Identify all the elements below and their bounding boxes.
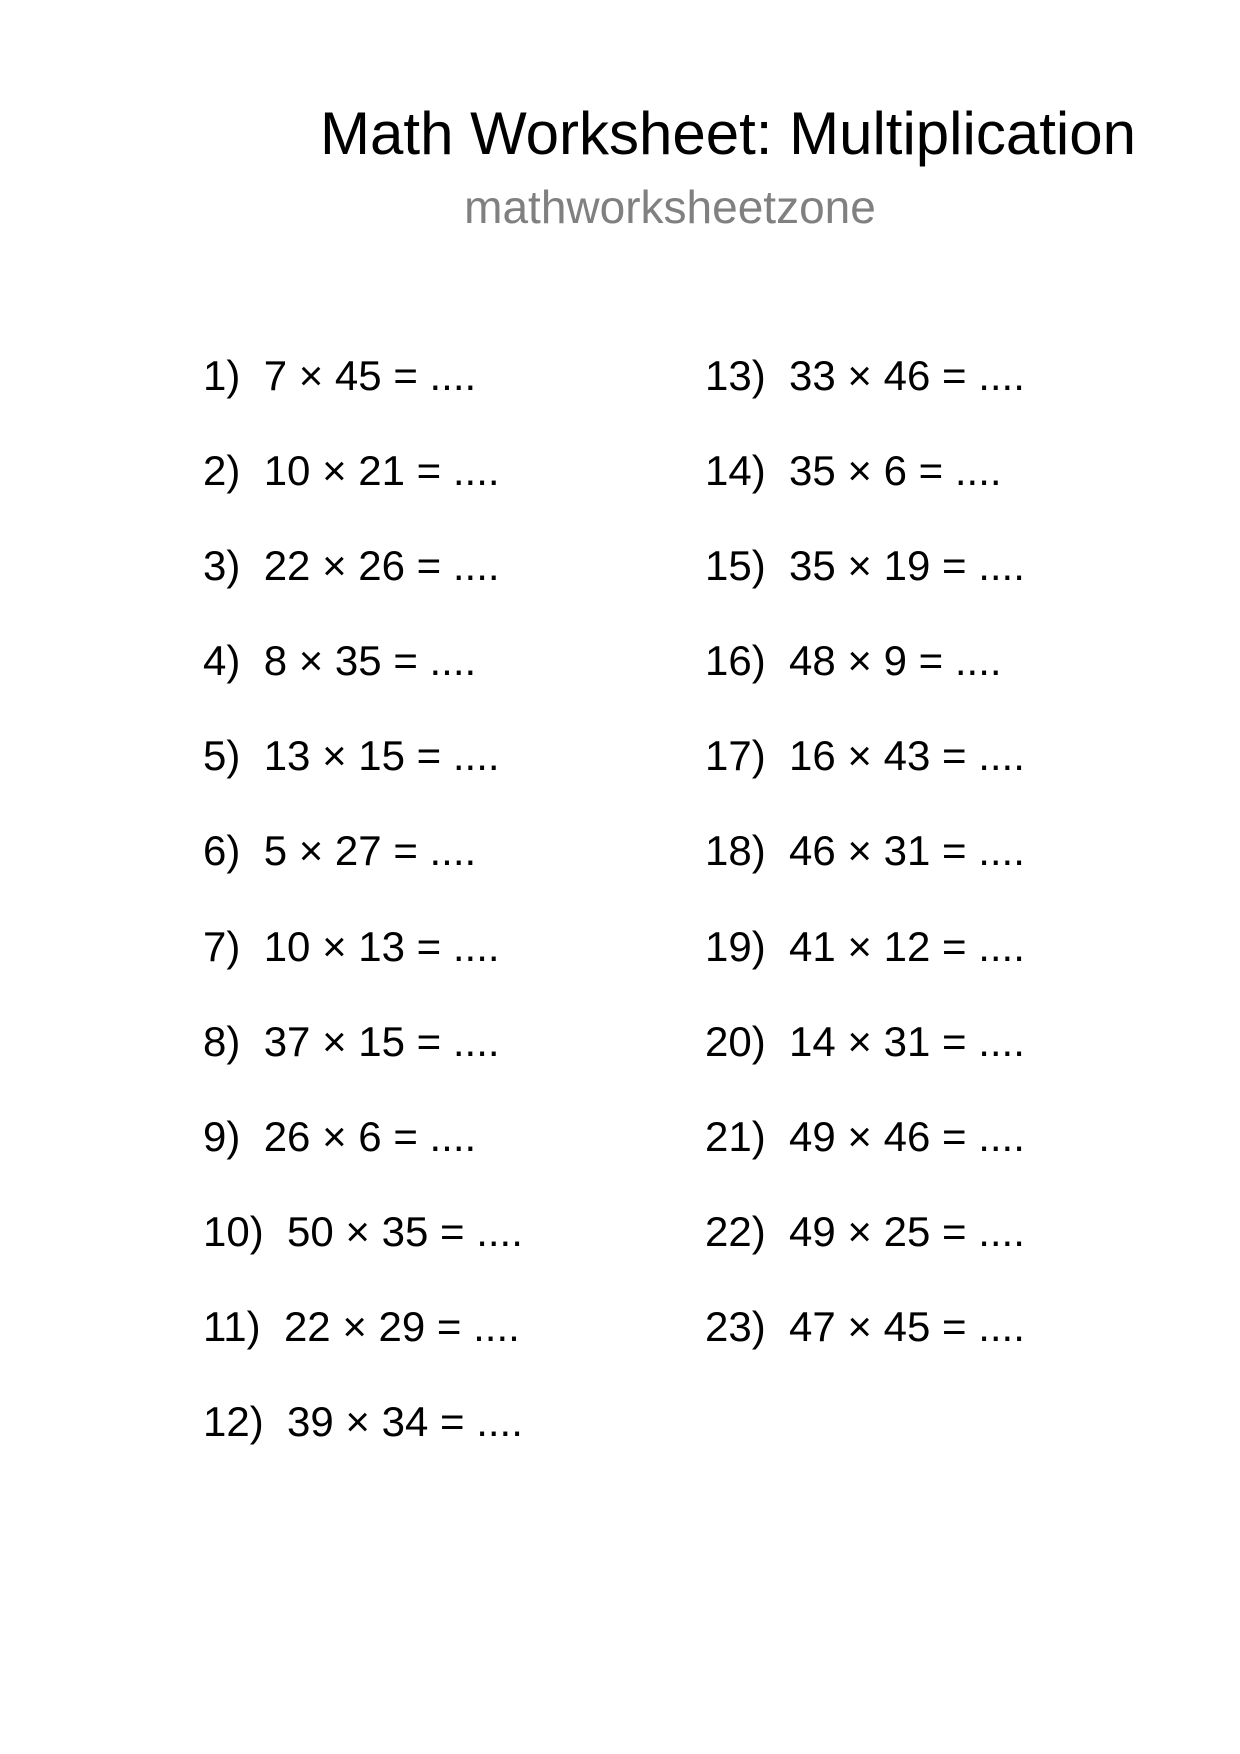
- problem-expression: 7 × 45 = ....: [263, 352, 477, 399]
- problem-item: [203, 921, 523, 1016]
- problem-number: 5): [203, 732, 241, 780]
- problem-item: [705, 1301, 1025, 1396]
- problem-item: [705, 445, 1025, 540]
- problem-number: 16): [705, 637, 766, 685]
- problem-number: 9): [203, 1112, 241, 1160]
- problem-item: [705, 1016, 1025, 1111]
- problem-number: 22): [705, 1207, 766, 1255]
- problem-expression: 14 × 31 = ....: [789, 1017, 1025, 1065]
- problem-expression: 47 × 45 = ....: [789, 1302, 1025, 1350]
- problem-number: 17): [705, 732, 766, 780]
- problem-number: 18): [705, 827, 766, 875]
- problem-item: [705, 350, 1025, 445]
- problem-item: [203, 445, 523, 540]
- problem-item: [705, 825, 1025, 920]
- problem-expression: 49 × 46 = ....: [789, 1112, 1025, 1160]
- problem-item: [203, 825, 523, 920]
- problem-item: [203, 635, 523, 730]
- worksheet-source: mathworksheetzone: [464, 181, 876, 233]
- problem-number: 20): [705, 1017, 766, 1065]
- problem-expression: 37 × 15 = ....: [263, 1017, 500, 1065]
- problem-expression: 16 × 43 = ....: [789, 732, 1025, 780]
- problem-expression: 33 × 46 = ....: [789, 352, 1025, 399]
- problem-number: 7): [203, 922, 241, 970]
- problem-number: 4): [203, 637, 241, 685]
- problem-expression: 13 × 15 = ....: [263, 732, 500, 780]
- problem-expression: 46 × 31 = ....: [789, 827, 1025, 875]
- problems-column-left: [203, 350, 523, 1491]
- problem-item: [203, 1206, 523, 1301]
- problem-item: [203, 1016, 523, 1111]
- problem-expression: 39 × 34 = ....: [287, 1398, 523, 1446]
- problem-expression: 5 × 27 = ....: [263, 827, 477, 875]
- problem-number: 19): [705, 922, 766, 970]
- problem-item: [705, 1206, 1025, 1301]
- problem-number: 13): [705, 352, 766, 399]
- problem-item: [705, 921, 1025, 1016]
- problem-number: 14): [705, 447, 766, 495]
- worksheet-title: Math Worksheet: Multiplication: [320, 100, 1136, 167]
- problem-expression: 41 × 12 = ....: [789, 922, 1025, 970]
- problem-expression: 8 × 35 = ....: [263, 637, 477, 685]
- problem-number: 15): [705, 542, 766, 590]
- problem-expression: 35 × 19 = ....: [789, 542, 1025, 590]
- problem-number: 11): [203, 1302, 261, 1350]
- problem-expression: 49 × 25 = ....: [789, 1207, 1025, 1255]
- problem-number: 1): [203, 352, 241, 399]
- problem-expression: 26 × 6 = ....: [263, 1112, 477, 1160]
- problem-expression: 35 × 6 = ....: [789, 447, 1002, 495]
- problem-expression: 10 × 21 = ....: [263, 447, 500, 495]
- problem-item: [203, 1111, 523, 1206]
- problem-number: 3): [203, 542, 241, 590]
- problem-number: 2): [203, 447, 241, 495]
- problem-item: [203, 540, 523, 635]
- problem-item: [203, 1396, 523, 1491]
- problem-number: 21): [705, 1112, 766, 1160]
- problem-expression: 10 × 13 = ....: [263, 922, 500, 970]
- problem-item: [705, 730, 1025, 825]
- problem-item: [705, 635, 1025, 730]
- problem-number: 8): [203, 1017, 241, 1065]
- problem-item: [203, 730, 523, 825]
- problems-column-right: [705, 350, 1025, 1396]
- problem-expression: 22 × 29 = ....: [283, 1302, 520, 1350]
- problem-number: 6): [203, 827, 241, 875]
- problem-item: [203, 1301, 523, 1396]
- problem-expression: 48 × 9 = ....: [789, 637, 1002, 685]
- problem-expression: 50 × 35 = ....: [287, 1207, 523, 1255]
- problem-expression: 22 × 26 = ....: [263, 542, 500, 590]
- problem-number: 10): [203, 1207, 264, 1255]
- problem-number: 12): [203, 1398, 264, 1446]
- problem-item: [203, 350, 523, 445]
- problem-number: 23): [705, 1302, 766, 1350]
- problem-item: [705, 540, 1025, 635]
- problem-item: [705, 1111, 1025, 1206]
